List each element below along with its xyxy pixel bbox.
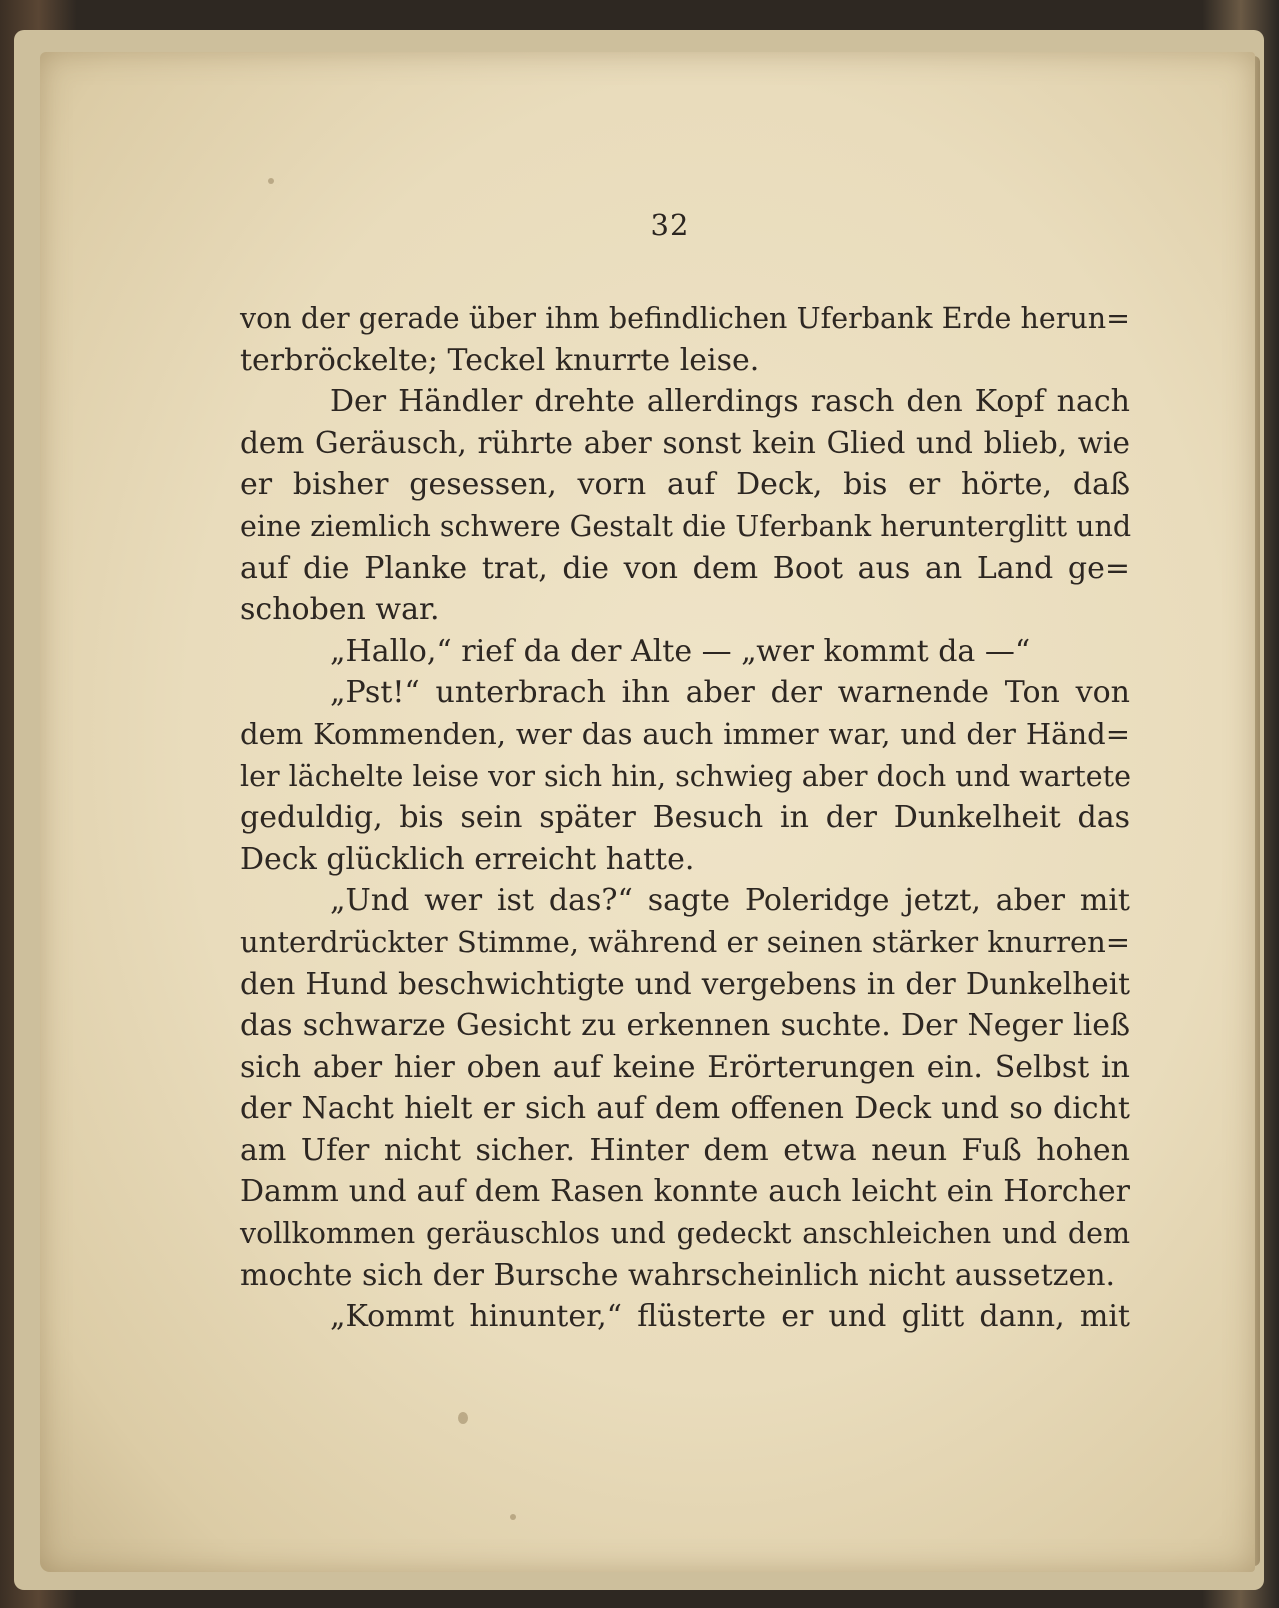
text-line: vollkommen geräuschlos und gedeckt anschleichen und dem [240,1217,1130,1251]
text-line: schoben war. [240,592,440,628]
text-line: „Hallo,“ rief da der Alte — „wer kommt da —“ [330,633,1031,669]
text-line: unterdrückter Stimme, während er seinen stärker knurren= [240,924,1131,959]
text-line: terbröckelte; Teckel knurrte leise. [240,342,760,378]
text-line: ler lächelte leise vor sich hin, schwieg aber doch und wartete [240,759,1131,793]
text-line: „Und wer ist das?“ sagte Poleridge jetzt, aber mit [330,883,1130,919]
text-line: am Ufer nicht sicher. Hinter dem etwa neun Fuß hohen [240,1132,1130,1168]
text-line: geduldig, bis sein später Besuch in der Dunkelheit das [240,800,1130,836]
text-line: das schwarze Gesicht zu erkennen suchte. Der Neger ließ [240,1008,1130,1044]
paper-stain [458,1412,468,1424]
text-line: mochte sich der Bursche wahrscheinlich nicht aussetzen. [240,1257,1116,1293]
text-line: auf die Planke trat, die von dem Boot aus an Land ge= [240,550,1130,586]
paper-stain [510,1514,516,1520]
text-line: der Nacht hielt er sich auf dem offenen Deck und so dicht [240,1091,1130,1127]
text-line: Deck glücklich erreicht hatte. [240,841,695,877]
text-line: dem Kommenden, wer das auch immer war, und der Händ= [240,716,1130,751]
text-line: „Kommt hinunter,“ flüsterte er und glitt dann, mit [330,1299,1130,1335]
text-line: den Hund beschwichtigte und vergebens in der Dunkelheit [240,966,1130,1001]
page-text [240,298,1130,1338]
text-line: dem Geräusch, rührte aber sonst kein Glied und blieb, wie [240,425,1130,460]
text-line: „Pst!“ unterbrach ihn aber der warnende Ton von [330,675,1130,711]
text-line: eine ziemlich schwere Gestalt die Uferbank herunterglitt und [240,509,1132,543]
text-line: sich aber hier oben auf keine Erörterungen ein. Selbst in [240,1049,1130,1085]
text-line: er bisher gesessen, vorn auf Deck, bis er hörte, daß [240,467,1130,503]
paper-stain [268,178,274,184]
page-number: 32 [650,208,690,242]
text-line: von der gerade über ihm befindlichen Uferbank Erde herun= [240,302,1130,335]
text-line: Damm und auf dem Rasen konnte auch leicht ein Horcher [240,1174,1130,1210]
text-line: Der Händler drehte allerdings rasch den Kopf nach [330,384,1130,420]
